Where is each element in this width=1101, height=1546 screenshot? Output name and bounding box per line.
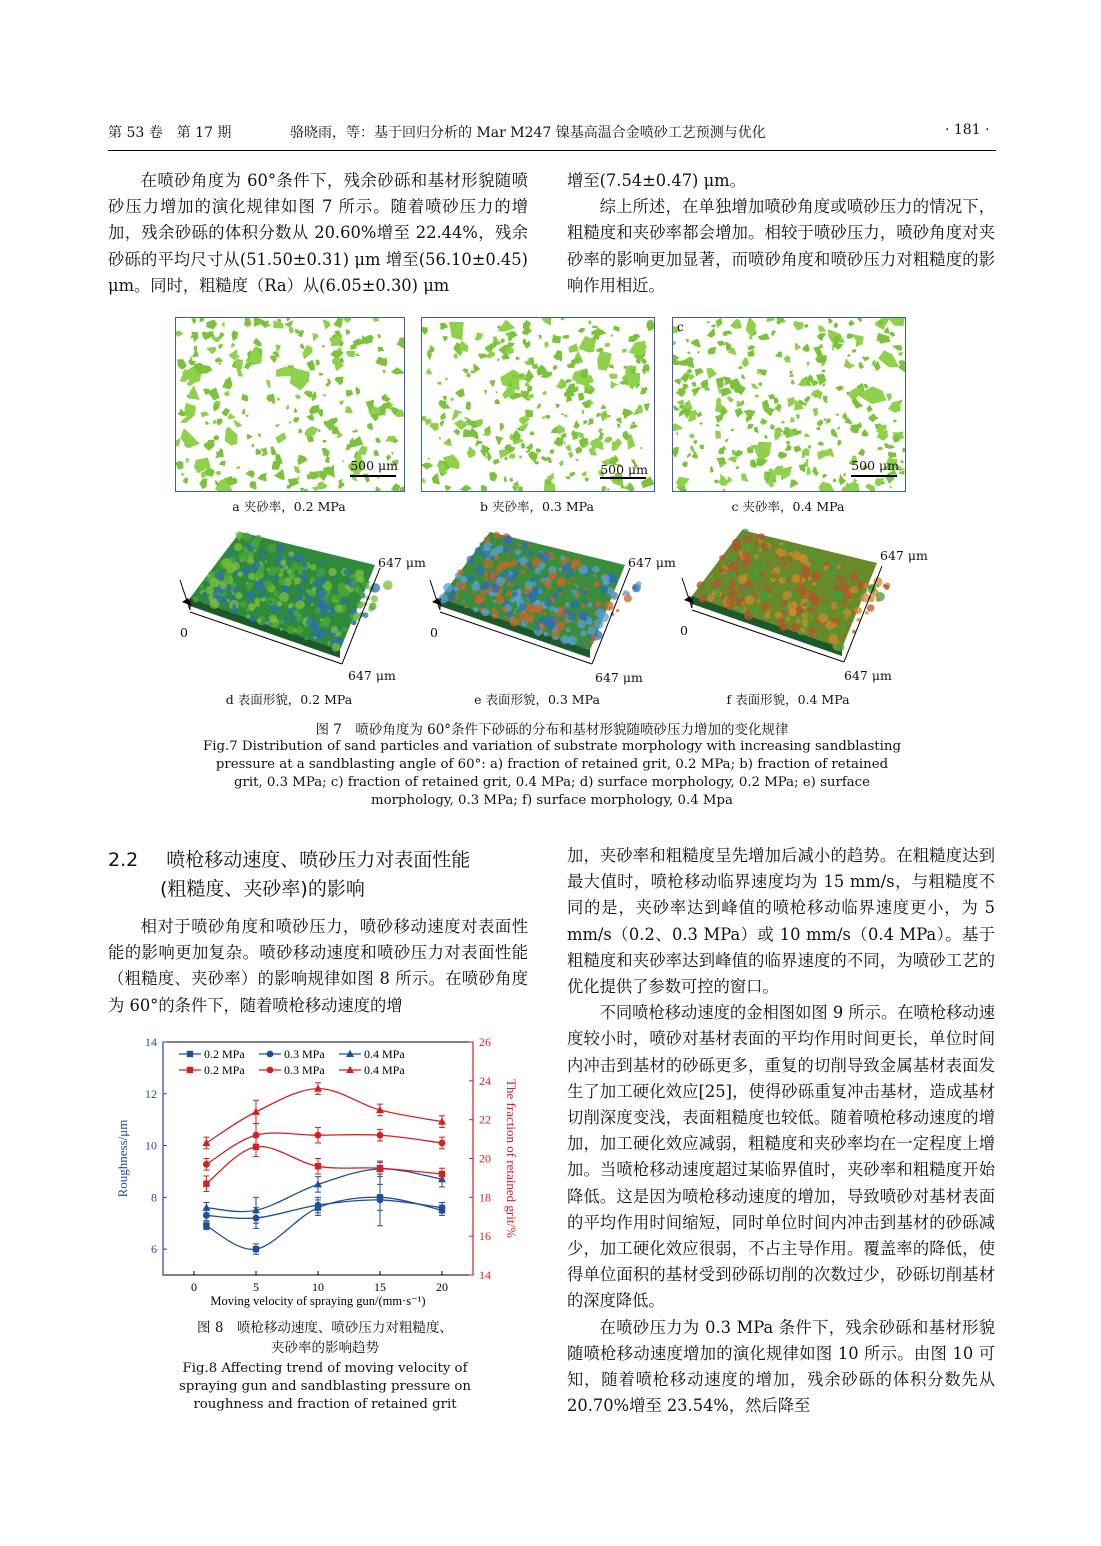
caption-line: Fig.8 Affecting trend of moving velocity of (182, 1361, 468, 1376)
figure-8-caption-en (140, 1360, 510, 1414)
y-left-tick-label: 6 (151, 1242, 157, 1257)
scale-bar (600, 477, 646, 479)
size-label: 647 μm (880, 548, 928, 563)
legend (179, 1047, 405, 1077)
y-right-tick-label: 18 (479, 1190, 491, 1205)
paragraph: 在喷砂角度为 60°条件下，残余砂砾和基材形貌随喷砂压力增加的演化规律如图 7 所示。随着喷砂压力的增加，残余砂砾的体积分数从 20.60%增至 22.44%，残余砂砾的平均尺寸从(51.50±0.31) μm 增至(56.10±0.45) μm。同时，粗糙度（Ra）从(6.05±0.30) μm (108, 171, 528, 295)
caption-line: pressure at a sandblasting angle of 60°: a) fraction of retained grit, 0.2 MPa; b) fraction of retained (215, 757, 889, 772)
panel-letter: c (677, 320, 684, 334)
data-point (377, 1165, 383, 1171)
grit-panel-b (421, 317, 655, 492)
surface-panel-d (170, 520, 430, 690)
y-left-tick-label: 14 (145, 1035, 157, 1049)
x-tick-label: 15 (374, 1280, 386, 1294)
grit-panel-a (175, 317, 405, 492)
figure-7-caption-en (108, 738, 996, 810)
origin-label: 0 (180, 625, 188, 640)
intro-right-column (567, 168, 995, 299)
surface-panel-e (420, 520, 680, 690)
panel-caption: d 表面形貌，0.2 MPa (225, 692, 353, 707)
data-point (202, 1139, 210, 1146)
y-right-tick-label: 26 (479, 1035, 491, 1049)
intro-left-column (108, 168, 528, 299)
header-rule (108, 150, 996, 151)
x-axis-label: Moving velocity of spraying gun/(mm·s⁻¹) (210, 1294, 426, 1308)
y-right-tick-label: 22 (479, 1112, 491, 1127)
panel-caption: b 夹砂率，0.3 MPa (480, 499, 594, 514)
y-right-tick-label: 20 (479, 1151, 491, 1166)
surface-panel-f (672, 518, 932, 688)
y-right-axis-label: The fraction of retained grit/% (504, 1079, 519, 1238)
figure-8-chart (108, 1030, 538, 1310)
data-point (315, 1132, 322, 1139)
y-left-axis-label: Roughness/μm (115, 1119, 130, 1198)
surface-morphology-image (672, 518, 932, 688)
data-point (377, 1132, 384, 1139)
x-tick-label: 20 (436, 1280, 448, 1294)
y-left-tick-label: 8 (151, 1190, 157, 1205)
series-right-3 (203, 1137, 445, 1191)
legend-label: 0.2 MPa (204, 1047, 245, 1061)
data-point (439, 1204, 446, 1211)
data-point (203, 1161, 210, 1168)
legend-marker (187, 1051, 193, 1057)
series-left-0 (203, 1184, 445, 1254)
legend-marker (267, 1051, 274, 1058)
series-right-4 (203, 1124, 445, 1171)
data-point (439, 1140, 446, 1147)
x-tick-label: 0 (191, 1280, 197, 1294)
paragraph: 加，夹砂率和粗糙度呈先增加后减小的趋势。在粗糙度达到最大值时，喷枪移动临界速度均为 15 mm/s，与粗糙度不同的是，夹砂率达到峰值的喷枪移动临界速度更小，为 5 mm/s（0.2、0.3 MPa）或 10 mm/s（0.4 MPa）。基于粗糙度和夹砂率达到峰值的临界速度的不同，为喷砂工艺的优化提供了参数可控的窗口。 (567, 846, 995, 997)
scale-bar-label: 500 μm (350, 458, 398, 473)
caption-line: spraying gun and sandblasting pressure on (179, 1379, 471, 1394)
origin-label: 0 (430, 625, 438, 640)
section-heading (108, 846, 538, 904)
scale-bar (851, 475, 897, 477)
scale-bar (350, 475, 396, 477)
section-title-line1: 喷枪移动速度、喷砂压力对表面性能 (166, 849, 471, 871)
series-line (206, 1146, 442, 1183)
x-tick-label: 5 (253, 1280, 259, 1294)
grit-panel-c (672, 317, 906, 492)
paragraph: 不同喷枪移动速度的金相图如图 9 所示。在喷枪移动速度较小时，喷砂对基材表面的平均作用时间更长，单位时间内冲击到基材的砂砾更多，重复的切削导致金属基材表面发生了加工硬化效应[25]，使得砂砾重复冲击基材，造成基材切削深度变浅，表面粗糙度也较低。随着喷枪移动速度的增加，加工硬化效应减弱，粗糙度和夹砂率均在一定程度上增加。当喷枪移动速度超过某临界值时，夹砂率和粗糙度开始降低。这是因为喷枪移动速度的增加，导致喷砂对基材表面的平均作用时间缩短，同时单位时间内冲击到基材的砂砾减少，加工硬化效应很弱，不占主导作用。覆盖率的降低，使得单位面积的基材受到砂砾切削的次数过少，砂砾切削基材的深度降低。 (567, 1003, 995, 1311)
y-left-tick-label: 12 (145, 1086, 157, 1101)
legend-marker (267, 1067, 274, 1074)
caption-line: roughness and fraction of retained grit (193, 1397, 457, 1412)
body-left-column (108, 914, 528, 1019)
size-label: 647 μm (378, 555, 426, 570)
data-point (377, 1197, 384, 1204)
data-point (253, 1246, 259, 1252)
chart-svg (108, 1030, 538, 1310)
panel-caption: e 表面形貌，0.3 MPa (474, 692, 600, 707)
body-right-column (567, 843, 995, 1419)
paragraph: 综上所述，在单独增加喷砂角度或喷砂压力的情况下，粗糙度和夹砂率都会增加。相较于喷砂压力，喷砂角度对夹砂率的影响更加显著，而喷砂角度和喷砂压力对粗糙度的影响作用相近。 (567, 197, 995, 295)
data-point (315, 1163, 321, 1169)
figure-8-caption-cn (140, 1318, 510, 1358)
legend-label: 0.2 MPa (204, 1063, 245, 1077)
series-line (206, 1197, 442, 1249)
data-point (252, 1108, 260, 1115)
caption-line: 夹砂率的影响趋势 (271, 1340, 379, 1356)
paragraph: 增至(7.54±0.47) μm。 (567, 171, 746, 190)
data-point (203, 1223, 209, 1229)
data-point (315, 1202, 322, 1209)
panel-caption: a 夹砂率，0.2 MPa (232, 499, 346, 514)
paragraph: 相对于喷砂角度和喷砂压力，喷砂移动速度对表面性能的影响更加复杂。喷砂移动速度和喷砂压力对表面性能（粗糙度、夹砂率）的影响规律如图 8 所示。在喷砂角度为 60°的条件下，随着喷枪移动速度的增 (108, 917, 528, 1015)
size-label: 647 μm (595, 670, 643, 685)
y-left-tick-label: 10 (145, 1138, 157, 1153)
x-tick-label: 10 (312, 1280, 324, 1294)
surface-morphology-image (420, 520, 680, 690)
surface-morphology-image (170, 520, 430, 690)
header-running-title: 骆晓雨，等：基于回归分析的 Mar M247 镍基高温合金喷砂工艺预测与优化 (290, 125, 766, 141)
data-point (203, 1181, 209, 1187)
legend-label: 0.4 MPa (364, 1063, 405, 1077)
section-title-line2: (粗糙度、夹砂率)的影响 (160, 878, 365, 900)
series-line (206, 1133, 442, 1164)
y-right-tick-label: 24 (479, 1073, 491, 1088)
y-right-tick-label: 16 (479, 1229, 491, 1244)
y-right-tick-label: 14 (479, 1268, 491, 1282)
paragraph: 在喷砂压力为 0.3 MPa 条件下，残余砂砾和基材形貌随喷枪移动速度增加的演化规律如图 10 所示。由图 10 可知，随着喷枪移动速度的增加，残余砂砾的体积分数先从 20.70%增至 23.54%，然后降至 (567, 1317, 995, 1416)
panel-caption: f 表面形貌，0.4 MPa (726, 692, 850, 707)
caption-line: morphology, 0.3 MPa; f) surface morphology, 0.4 Mpa (371, 793, 733, 808)
data-point (202, 1203, 210, 1210)
series-line (206, 1200, 442, 1219)
origin-label: 0 (680, 623, 688, 638)
scale-bar-label: 500 μm (851, 458, 899, 473)
legend-label: 0.3 MPa (284, 1063, 325, 1077)
figure-7-caption-cn: 图 7 喷砂角度为 60°条件下砂砾的分布和基材形貌随喷砂压力增加的变化规律 (315, 722, 789, 738)
caption-line: 图 8 喷枪移动速度、喷砂压力对粗糙度、 (197, 1320, 453, 1336)
data-point (439, 1171, 445, 1177)
size-label: 647 μm (348, 668, 396, 683)
caption-line: grit, 0.3 MPa; c) fraction of retained grit, 0.4 MPa; d) surface morphology, 0.2 MPa; e) surface (233, 775, 870, 790)
legend-marker (187, 1067, 193, 1073)
data-point (314, 1084, 322, 1091)
data-point (253, 1132, 260, 1139)
scale-bar-label: 500 μm (600, 462, 648, 477)
header-page-number: · 181 · (945, 122, 990, 138)
panel-caption: c 夹砂率，0.4 MPa (731, 499, 845, 514)
size-label: 647 μm (844, 668, 892, 683)
header-issue: 第 53 卷 第 17 期 (108, 125, 232, 141)
caption-line: Fig.7 Distribution of sand particles and variation of substrate morphology with increasing sandblasting (203, 739, 901, 754)
legend-label: 0.3 MPa (284, 1047, 325, 1061)
section-number: 2.2 (108, 849, 139, 871)
size-label: 647 μm (628, 555, 676, 570)
legend-label: 0.4 MPa (364, 1047, 405, 1061)
